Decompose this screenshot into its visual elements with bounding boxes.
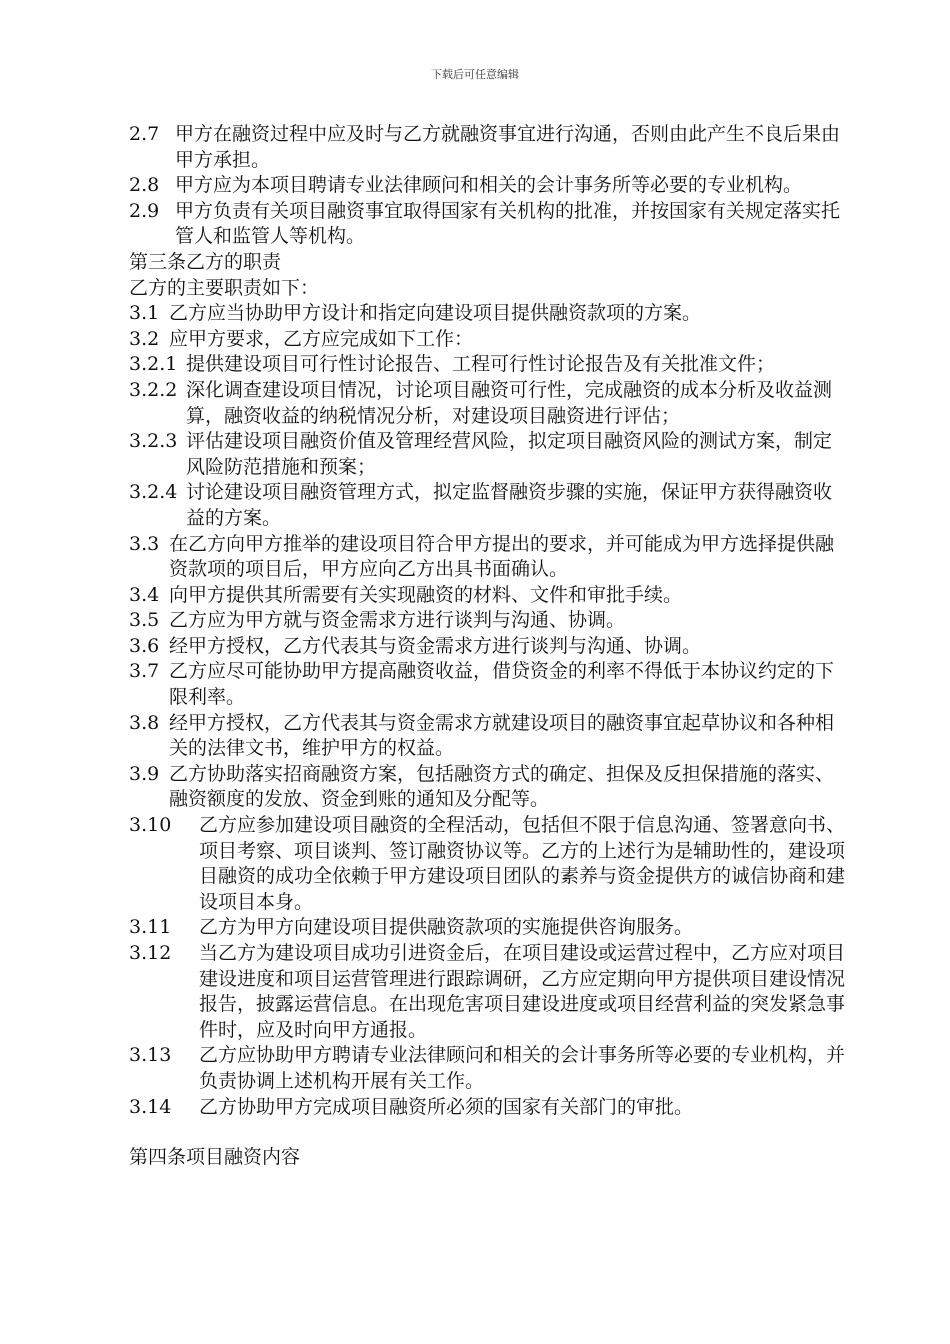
clause-text: 乙方应参加建设项目融资的全程活动，包括但不限于信息沟通、签署意向书、项目考察、项目谈判、签订融资协议等。乙方的上述行为是辅助性的，建设项目融资的成功全依赖于甲方建设项目团队的素养与资金提供方的诚信协商和建设项目本身。 [199, 814, 846, 913]
clause-item [129, 480, 849, 531]
clause-number: 3.10 [129, 814, 172, 837]
section-heading: 第四条项目融资内容 [129, 1146, 301, 1169]
clause-item [129, 915, 849, 941]
clause-text: 乙方协助落实招商融资方案，包括融资方式的确定、担保及反担保措施的落实、融资额度的发放、资金到账的通知及分配等。 [169, 762, 835, 811]
clause-item [129, 941, 849, 1043]
clause-number: 3.3 [129, 532, 160, 555]
clause-item [129, 532, 849, 583]
clause-number: 3.5 [129, 609, 160, 632]
clause-number: 3.14 [129, 1095, 172, 1118]
clause-text: 应甲方要求，乙方应完成如下工作： [169, 327, 474, 350]
clause-text: 当乙方为建设项目成功引进资金后，在项目建设或运营过程中，乙方应对项目建设进度和项目运营管理进行跟踪调研，乙方应定期向甲方提供项目建设情况报告，披露运营信息。在出现危害项目建设进度或项目经营利益的突发紧急事件时，应及时向甲方通报。 [199, 942, 846, 1041]
clause-text: 甲方负责有关项目融资事宜取得国家有关机构的批准，并按国家有关规定落实托管人和监管人等机构。 [175, 199, 841, 248]
clause-number: 3.2.2 [129, 378, 178, 401]
clause-number: 2.9 [129, 199, 160, 222]
clause-number: 3.13 [129, 1044, 172, 1067]
clause-number: 2.7 [129, 123, 160, 145]
clause-item [129, 634, 849, 660]
document-body [129, 122, 849, 1171]
clause-text: 乙方为甲方向建设项目提供融资款项的实施提供咨询服务。 [199, 916, 694, 939]
clause-number: 3.2.1 [129, 353, 178, 376]
clause-item [129, 1095, 849, 1121]
clause-item [129, 327, 849, 353]
clause-number: 3.1 [129, 302, 160, 325]
clause-text: 甲方应为本项目聘请专业法律顾问和相关的会计事务所等必要的专业机构。 [175, 174, 803, 197]
clause-text: 经甲方授权，乙方代表其与资金需求方就建设项目的融资事宜起草协议和各种相关的法律文书，维护甲方的权益。 [169, 711, 835, 760]
clause-item [129, 608, 849, 634]
clause-text: 乙方应为甲方就与资金需求方进行谈判与沟通、协调。 [169, 609, 626, 632]
clause-text: 乙方应尽可能协助甲方提高融资收益，借贷资金的利率不得低于本协议约定的下限利率。 [169, 660, 835, 709]
clause-text: 在乙方向甲方推举的建设项目符合甲方提出的要求，并可能成为甲方选择提供融资款项的项目后，甲方应向乙方出具书面确认。 [169, 532, 835, 581]
clause-item [129, 583, 849, 609]
clause-number: 3.9 [129, 762, 160, 785]
clause-item [129, 762, 849, 813]
clause-number: 2.8 [129, 174, 160, 197]
clause-item [129, 352, 849, 378]
clause-text: 乙方协助甲方完成项目融资所必须的国家有关部门的审批。 [199, 1095, 694, 1118]
clause-item [129, 659, 849, 710]
clause-item [129, 711, 849, 762]
clause-item [129, 173, 849, 199]
clause-item [129, 378, 849, 429]
clause-item [129, 122, 849, 173]
clause-item [129, 199, 849, 250]
page-header: 下载后可任意编辑 [431, 68, 519, 81]
clause-text: 经甲方授权，乙方代表其与资金需求方进行谈判与沟通、协调。 [169, 634, 702, 657]
clause-text: 评估建设项目融资价值及管理经营风险，拟定项目融资风险的测试方案，制定风险防范措施和预案； [186, 430, 833, 478]
clause-text: 甲方在融资过程中应及时与乙方就融资事宜进行沟通，否则由此产生不良后果由甲方承担。 [175, 123, 841, 171]
clause-number: 3.2.4 [129, 481, 178, 504]
clause-number: 3.12 [129, 942, 172, 964]
clause-number: 3.2 [129, 327, 160, 350]
clause-item [129, 813, 849, 915]
clause-text: 乙方应协助甲方聘请专业法律顾问和相关的会计事务所等必要的专业机构，并负责协调上述机构开展有关工作。 [199, 1044, 846, 1092]
clause-text: 提供建设项目可行性讨论报告、工程可行性讨论报告及有关批准文件； [186, 353, 776, 376]
section-heading: 乙方的主要职责如下： [129, 276, 320, 299]
clause-number: 3.7 [129, 660, 160, 683]
clause-number: 3.2.3 [129, 430, 178, 453]
clause-number: 3.8 [129, 711, 160, 734]
clause-number: 3.4 [129, 583, 160, 606]
clause-text: 向甲方提供其所需要有关实现融资的材料、文件和审批手续。 [169, 583, 683, 606]
clause-item [129, 1043, 849, 1094]
clause-number: 3.6 [129, 634, 160, 657]
clause-item [129, 301, 849, 327]
clause-text: 讨论建设项目融资管理方式，拟定监督融资步骤的实施，保证甲方获得融资收益的方案。 [186, 481, 833, 529]
clause-item [129, 429, 849, 480]
clause-text: 深化调查建设项目情况，讨论项目融资可行性，完成融资的成本分析及收益测算，融资收益的纳税情况分析，对建设项目融资进行评估； [186, 378, 833, 427]
section-heading: 第三条乙方的职责 [129, 250, 282, 273]
blank-line [129, 1120, 849, 1145]
clause-text: 乙方应当协助甲方设计和指定向建设项目提供融资款项的方案。 [169, 302, 702, 325]
clause-number: 3.11 [129, 916, 172, 939]
